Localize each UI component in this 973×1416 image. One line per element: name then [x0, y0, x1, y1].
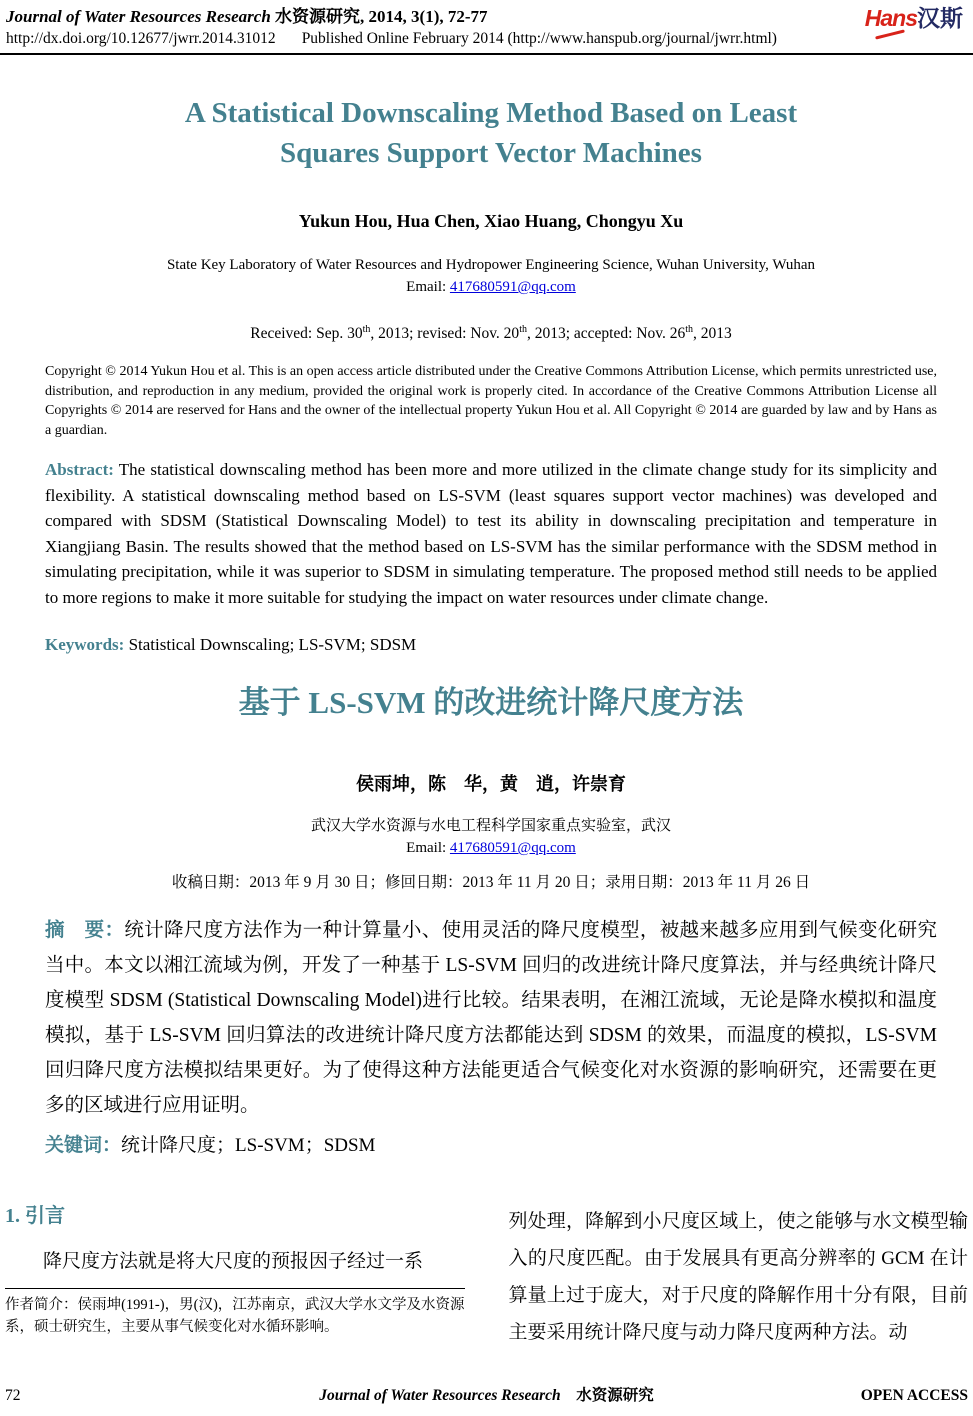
journal-citation-line — [6, 6, 777, 27]
doi-published-line — [6, 29, 777, 48]
dates-zh-line: 收稿日期：2013 年 9 月 30 日；修回日期：2013 年 11 月 20 日；录用日期：2013 年 11 月 26 日 — [171, 874, 811, 891]
article-title-en — [85, 93, 897, 173]
abstract-zh-label: 摘 要： — [45, 920, 125, 941]
email-link[interactable]: 417680591@qq.com — [449, 279, 576, 295]
authors-zh: 侯雨坤，陈 华，黄 逍，许崇育 — [356, 774, 626, 794]
received-dates-line — [45, 323, 937, 344]
received-part: Received: Sep. 30 — [250, 325, 363, 342]
page-number: 72 — [5, 1387, 21, 1404]
hans-logo-hanzi: 汉斯 — [917, 6, 963, 31]
abstract-en — [45, 457, 937, 610]
received-part: , 2013; revised: Nov. 20 — [370, 325, 520, 342]
hans-publisher-logo — [865, 6, 965, 31]
title-line-2: Squares Support Vector Machines — [280, 137, 702, 169]
keywords-zh — [45, 1133, 937, 1159]
email-line-en — [45, 277, 937, 297]
footnote-separator-rule — [5, 1288, 465, 1289]
author-bio-footnote: 作者简介：侯雨坤(1991-)，男(汉)，江苏南京，武汉大学水文学及水资源系，硕士研究生，主要从事气候变化对水循环影响。 — [5, 1297, 465, 1335]
received-part: , 2013; accepted: Nov. 26 — [526, 325, 686, 342]
journal-header-text — [6, 6, 777, 48]
abstract-zh — [45, 913, 937, 1123]
affiliation-en: State Key Laboratory of Water Resources and Hydropower Engineering Science, Wuhan University, Wuhan — [166, 257, 816, 273]
body-two-column-section — [5, 1203, 968, 1351]
right-column — [509, 1203, 969, 1351]
affiliation-zh: 武汉大学水资源与水电工程科学国家重点实验室，武汉 — [310, 818, 671, 834]
title-line-1: A Statistical Downscaling Method Based on Least — [184, 97, 798, 129]
keywords-en — [45, 634, 937, 656]
authors-en: Yukun Hou, Hua Chen, Xiao Huang, Chongyu Xu — [298, 211, 684, 231]
journal-title-zh-issue: 水资源研究, 2014, 3(1), 72-77 — [275, 7, 488, 26]
front-matter — [45, 55, 937, 1159]
ordinal-sup: th — [519, 323, 527, 335]
email-line-zh — [45, 838, 937, 858]
published-online-text: Published Online February 2014 (http://www.hanspub.org/journal/jwrr.html) — [301, 30, 777, 47]
keywords-zh-label: 关键词： — [45, 1135, 122, 1156]
footer-journal-zh: 水资源研究 — [576, 1387, 654, 1404]
email-label: Email: — [406, 279, 450, 295]
article-title-zh: 基于 LS-SVM 的改进统计降尺度方法 — [238, 685, 744, 720]
keywords-label: Keywords: — [45, 635, 125, 654]
abstract-zh-text: 统计降尺度方法作为一种计算量小、使用灵活的降尺度模型，被越来越多应用到气候变化研究当中。本文以湘江流域为例，开发了一种基于 LS-SVM 回归的改进统计降尺度算法，并与经典统计降尺度模型 SDSM (Statistical Downscaling Model)进行比较。结果表明，在湘江流域，无论是降水模拟和温度模拟，基于 LS-SVM 回归算法的改进统计降尺度方法都能达到 SDSM 的效果，而温度的模拟，LS-SVM 回归降尺度方法模拟结果更好。为了使得这种方法能更适合气候变化对水资源的影响研究，还需要在更多的区域进行应用证明。 — [45, 920, 937, 1116]
footer-journal-name — [5, 1386, 968, 1406]
intro-paragraph-left: 降尺度方法就是将大尺度的预报因子经过一系 — [43, 1251, 424, 1272]
received-part: , 2013 — [693, 325, 732, 342]
abstract-text: The statistical downscaling method has been more and more utilized in the climate change study for its simplicity and flexibility. A statistical downscaling method based on LS-SVM (least squares support vector machines) was developed and compared with SDSM (Statistical Downscaling Model) to test its ability in downscaling precipitation and temperature in Xiangjiang Basin. The results showed that the method based on LS-SVM has the similar performance with the SDSM method in simulating precipitation, while it was superior to SDSM in simulating temperature. The proposed method still needs to be applied to more regions to make it more suitable for studying the impact on water resources under climate change. — [45, 460, 937, 607]
open-access-badge: OPEN ACCESS — [860, 1387, 968, 1404]
keywords-zh-text: 统计降尺度；LS-SVM；SDSM — [121, 1135, 376, 1156]
intro-paragraph-right: 列处理，降解到小尺度区域上，使之能够与水文模型输入的尺度匹配。由于发展具有更高分辨率的 GCM 在计算量上过于庞大，对于尺度的降解作用十分有限，目前主要采用统计降尺度与动力降尺度两种方法。动 — [508, 1211, 968, 1343]
keywords-text: Statistical Downscaling; LS-SVM; SDSM — [128, 635, 417, 654]
left-column — [5, 1203, 465, 1351]
email-label: Email: — [406, 840, 450, 856]
copyright-notice: Copyright © 2014 Yukun Hou et al. This is an open access article distributed under the Creative Commons Attribution License, which permits unrestricted use, distribution, and reproduction in any medium, provided the original work is properly cited. In accordance of the Creative Commons Attribution License all Copyrights © 2014 are reserved for Hans and the owner of the intellectual property Yukun Hou et al. All Copyright © 2014 are guarded by law and by Hans as a guardian. — [45, 364, 937, 438]
journal-header — [0, 0, 973, 48]
email-link[interactable]: 417680591@qq.com — [449, 840, 576, 856]
footer-journal-en: Journal of Water Resources Research — [319, 1387, 561, 1404]
page-footer — [5, 1386, 968, 1406]
abstract-label: Abstract: — [45, 460, 114, 479]
ordinal-sup: th — [362, 323, 371, 335]
hans-logo-text: Hans — [864, 5, 917, 31]
journal-title-en: Journal of Water Resources Research — [6, 7, 271, 26]
section-1-heading: 1. 引言 — [5, 1205, 65, 1227]
doi-link[interactable]: http://dx.doi.org/10.12677/jwrr.2014.31012 — [6, 30, 276, 47]
ordinal-sup: th — [685, 323, 694, 335]
